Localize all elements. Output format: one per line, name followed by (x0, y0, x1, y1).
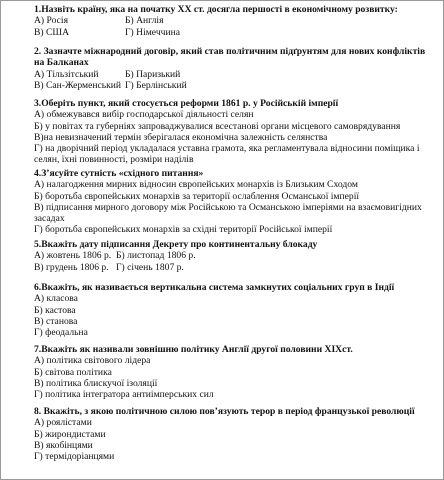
question-7 (34, 344, 435, 400)
option-a: А) роялістами (34, 417, 92, 429)
option-g: Г) Німеччина (125, 26, 180, 38)
question-4 (34, 168, 435, 236)
option-g: Г) боротьба європейських монархів за східні території Російської імперії (34, 224, 333, 236)
question-title: 1.Назвіть країну, яка на початку ХХ ст. досягла першості в економічному розвитку: (34, 4, 398, 15)
question-title: 4.З’ясуйте сутність «східного питання» (34, 168, 204, 179)
option-v: В)на невизначений термін зберігалася економічна залежність селянства (34, 131, 328, 143)
question-8 (34, 406, 435, 462)
question-title: 2. Зазначте міжнародний договір, який став політичним підґрунтям для нових конфліктів на Балканах (34, 46, 426, 69)
option-v: В) підписання мирного договору між Російською та Османською імперіями на взаємовигідних засадах (34, 201, 422, 225)
option-b: Б) кастова (34, 304, 76, 316)
option-b: Б) жирондистами (34, 428, 106, 440)
question-5 (34, 239, 435, 273)
option-g: Г) феодальна (34, 327, 88, 339)
option-g: Г) на дворічний період укладалася уставна грамота, яка регламентувала відносини поміщика і селян, їхні повинності, розміри наділів (34, 143, 420, 166)
question-1 (34, 4, 435, 38)
option-a: А) політика світового лідера (34, 355, 151, 367)
option-b: Б) у повітах та губерніях запроваджувалися всестанові органи місцевого самоврядування (34, 120, 401, 132)
option-a: А) жовтень 1806 р. (34, 250, 112, 262)
option-v: В) політика блискучої ізоляції (34, 377, 158, 389)
option-a: А) класова (34, 293, 78, 305)
option-a: А) налагодження мирних відносин європейських монархів із Близьким Сходом (34, 179, 358, 191)
question-title: 7.Вкажіть як називали зовнішню політику Англії другої половини ХІХст. (34, 344, 353, 355)
question-title: 5.Вкажіть дату підписання Декрету про континентальну блокаду (34, 239, 318, 250)
question-title: 8. Вкажіть, з якою політичною силою пов’язують терор в період французької революції (34, 406, 415, 417)
question-title: 3.Оберіть пункт, який стосується реформи 1861 р. у Російській імперії (34, 98, 339, 109)
option-g: Г) Берлінський (125, 79, 187, 91)
option-a: А) обмежувався вибір господарської діяльності селян (34, 109, 254, 121)
option-g: Г) термідоріанцями (34, 451, 115, 463)
option-v: В) США (34, 26, 69, 38)
question-6 (34, 282, 435, 338)
option-v: В) Сан-Жерменський (34, 79, 122, 91)
question-3 (34, 98, 435, 166)
question-title: 6.Вкажіть, як називається вертикальна система замкнутих соціальних груп в Індії (34, 282, 395, 293)
option-b: Б) листопад 1806 р. (116, 250, 196, 262)
option-a: А) Росія (34, 15, 68, 27)
option-a: А) Тільзітський (34, 68, 99, 80)
option-b: Б) Англія (125, 15, 164, 27)
option-b: Б) світова політика (34, 366, 112, 378)
option-g: Г) січень 1807 р. (116, 261, 184, 273)
option-v: В) станова (34, 315, 78, 327)
option-v: В) грудень 1806 р. (34, 261, 109, 273)
question-2 (34, 46, 435, 91)
option-b: Б) Паризький (125, 68, 181, 80)
option-v: В) якобінцями (34, 439, 93, 451)
option-b: Б) боротьба європейських монархів за території ослаблення Османської імперії (34, 190, 360, 202)
option-g: Г) політика інтегратора антиімперських сил (34, 389, 214, 401)
